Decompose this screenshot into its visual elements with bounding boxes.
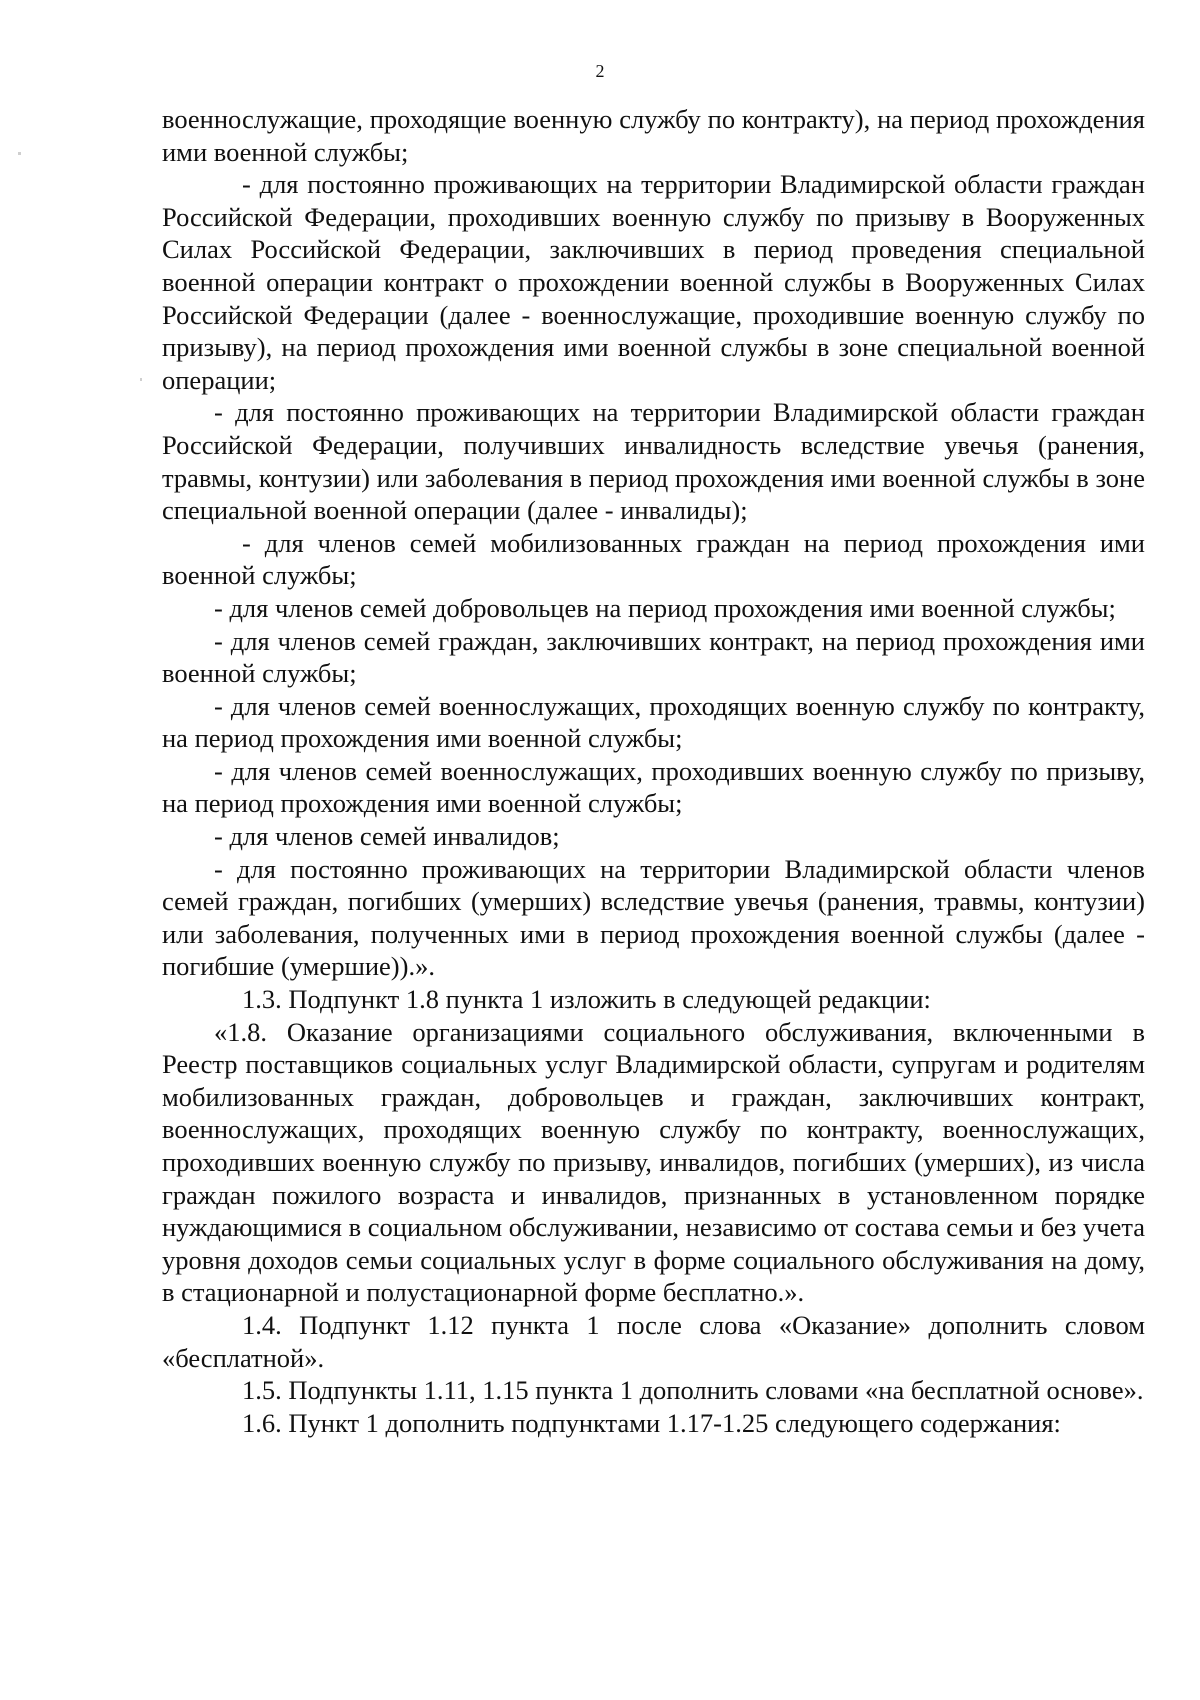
- clause-1-3: 1.3. Подпункт 1.8 пункта 1 изложить в следующей редакции:: [242, 984, 931, 1015]
- paragraph-continuation: военнослужащие, проходящие военную службу по контракту), на период прохождения ими военной службы;: [162, 104, 1145, 167]
- list-item-disabled: - для постоянно проживающих на территории Владимирской области граждан Российской Федерации, получивших инвалидность вследствие увечья (ранения, травмы, контузии) или заболевания в период прохождения ими военной службы в зоне специальной военной операции (далее - инвалиды);: [162, 397, 1145, 526]
- clause-1-4: 1.4. Подпункт 1.12 пункта 1 после слова «Оказание» дополнить словом «бесплатной».: [162, 1309, 1145, 1373]
- scan-artifact: [140, 378, 142, 381]
- page-number: 2: [595, 61, 605, 81]
- list-item-deceased-families: - для постоянно проживающих на территории Владимирской области членов семей граждан, погибших (умерших) вследствие увечья (ранения, травмы, контузии) или заболевания, полученных ими в период прохождения военной службы (далее - погибшие (умершие)).».: [162, 853, 1145, 982]
- list-item-mobilized-families: - для членов семей мобилизованных граждан на период прохождения ими военной службы;: [162, 527, 1145, 591]
- document-body: [162, 103, 1145, 1439]
- scan-artifact: [18, 152, 21, 155]
- clause-1-5: 1.5. Подпункты 1.11, 1.15 пункта 1 дополнить словами «на бесплатной основе».: [242, 1375, 1144, 1406]
- list-item-serviceman-contract-families: - для членов семей военнослужащих, проходящих военную службу по контракту, на период прохождения ими военной службы;: [162, 690, 1145, 754]
- list-item-volunteer-families: - для членов семей добровольцев на период прохождения ими военной службы;: [214, 592, 1116, 623]
- list-item-disabled-families: - для членов семей инвалидов;: [214, 821, 560, 852]
- list-item-contract-families: - для членов семей граждан, заключивших контракт, на период прохождения ими военной службы;: [162, 625, 1145, 689]
- clause-1-8-text: «1.8. Оказание организациями социального обслуживания, включенными в Реестр поставщиков социальных услуг Владимирской области, супругам и родителям мобилизованных граждан, добровольцев и граждан, заключивших контракт, военнослужащих, проходящих военную службу по контракту, военнослужащих, проходивших военную службу по призыву, инвалидов, погибших (умерших), из числа граждан пожилого возраста и инвалидов, признанных в установленном порядке нуждающимися в социальном обслуживании, независимо от состава семьи и без учета уровня доходов семьи социальных услуг в форме социального обслуживания на дому, в стационарной и полустационарной форме бесплатно.».: [162, 1016, 1145, 1308]
- list-item-serviceman-conscript-families: - для членов семей военнослужащих, проходивших военную службу по призыву, на период прохождения ими военной службы;: [162, 755, 1145, 819]
- list-item-contract-conscripts: - для постоянно проживающих на территории Владимирской области граждан Российской Федерации, проходивших военную службу по призыву в Вооруженных Силах Российской Федерации, заключивших в период проведения специальной военной операции контракт о прохождении военной службы в Вооруженных Силах Российской Федерации (далее - военнослужащие, проходившие военную службу по призыву), на период прохождения ими военной службы в зоне специальной военной операции;: [162, 169, 1145, 395]
- clause-1-6: 1.6. Пункт 1 дополнить подпунктами 1.17-1.25 следующего содержания:: [242, 1407, 1061, 1438]
